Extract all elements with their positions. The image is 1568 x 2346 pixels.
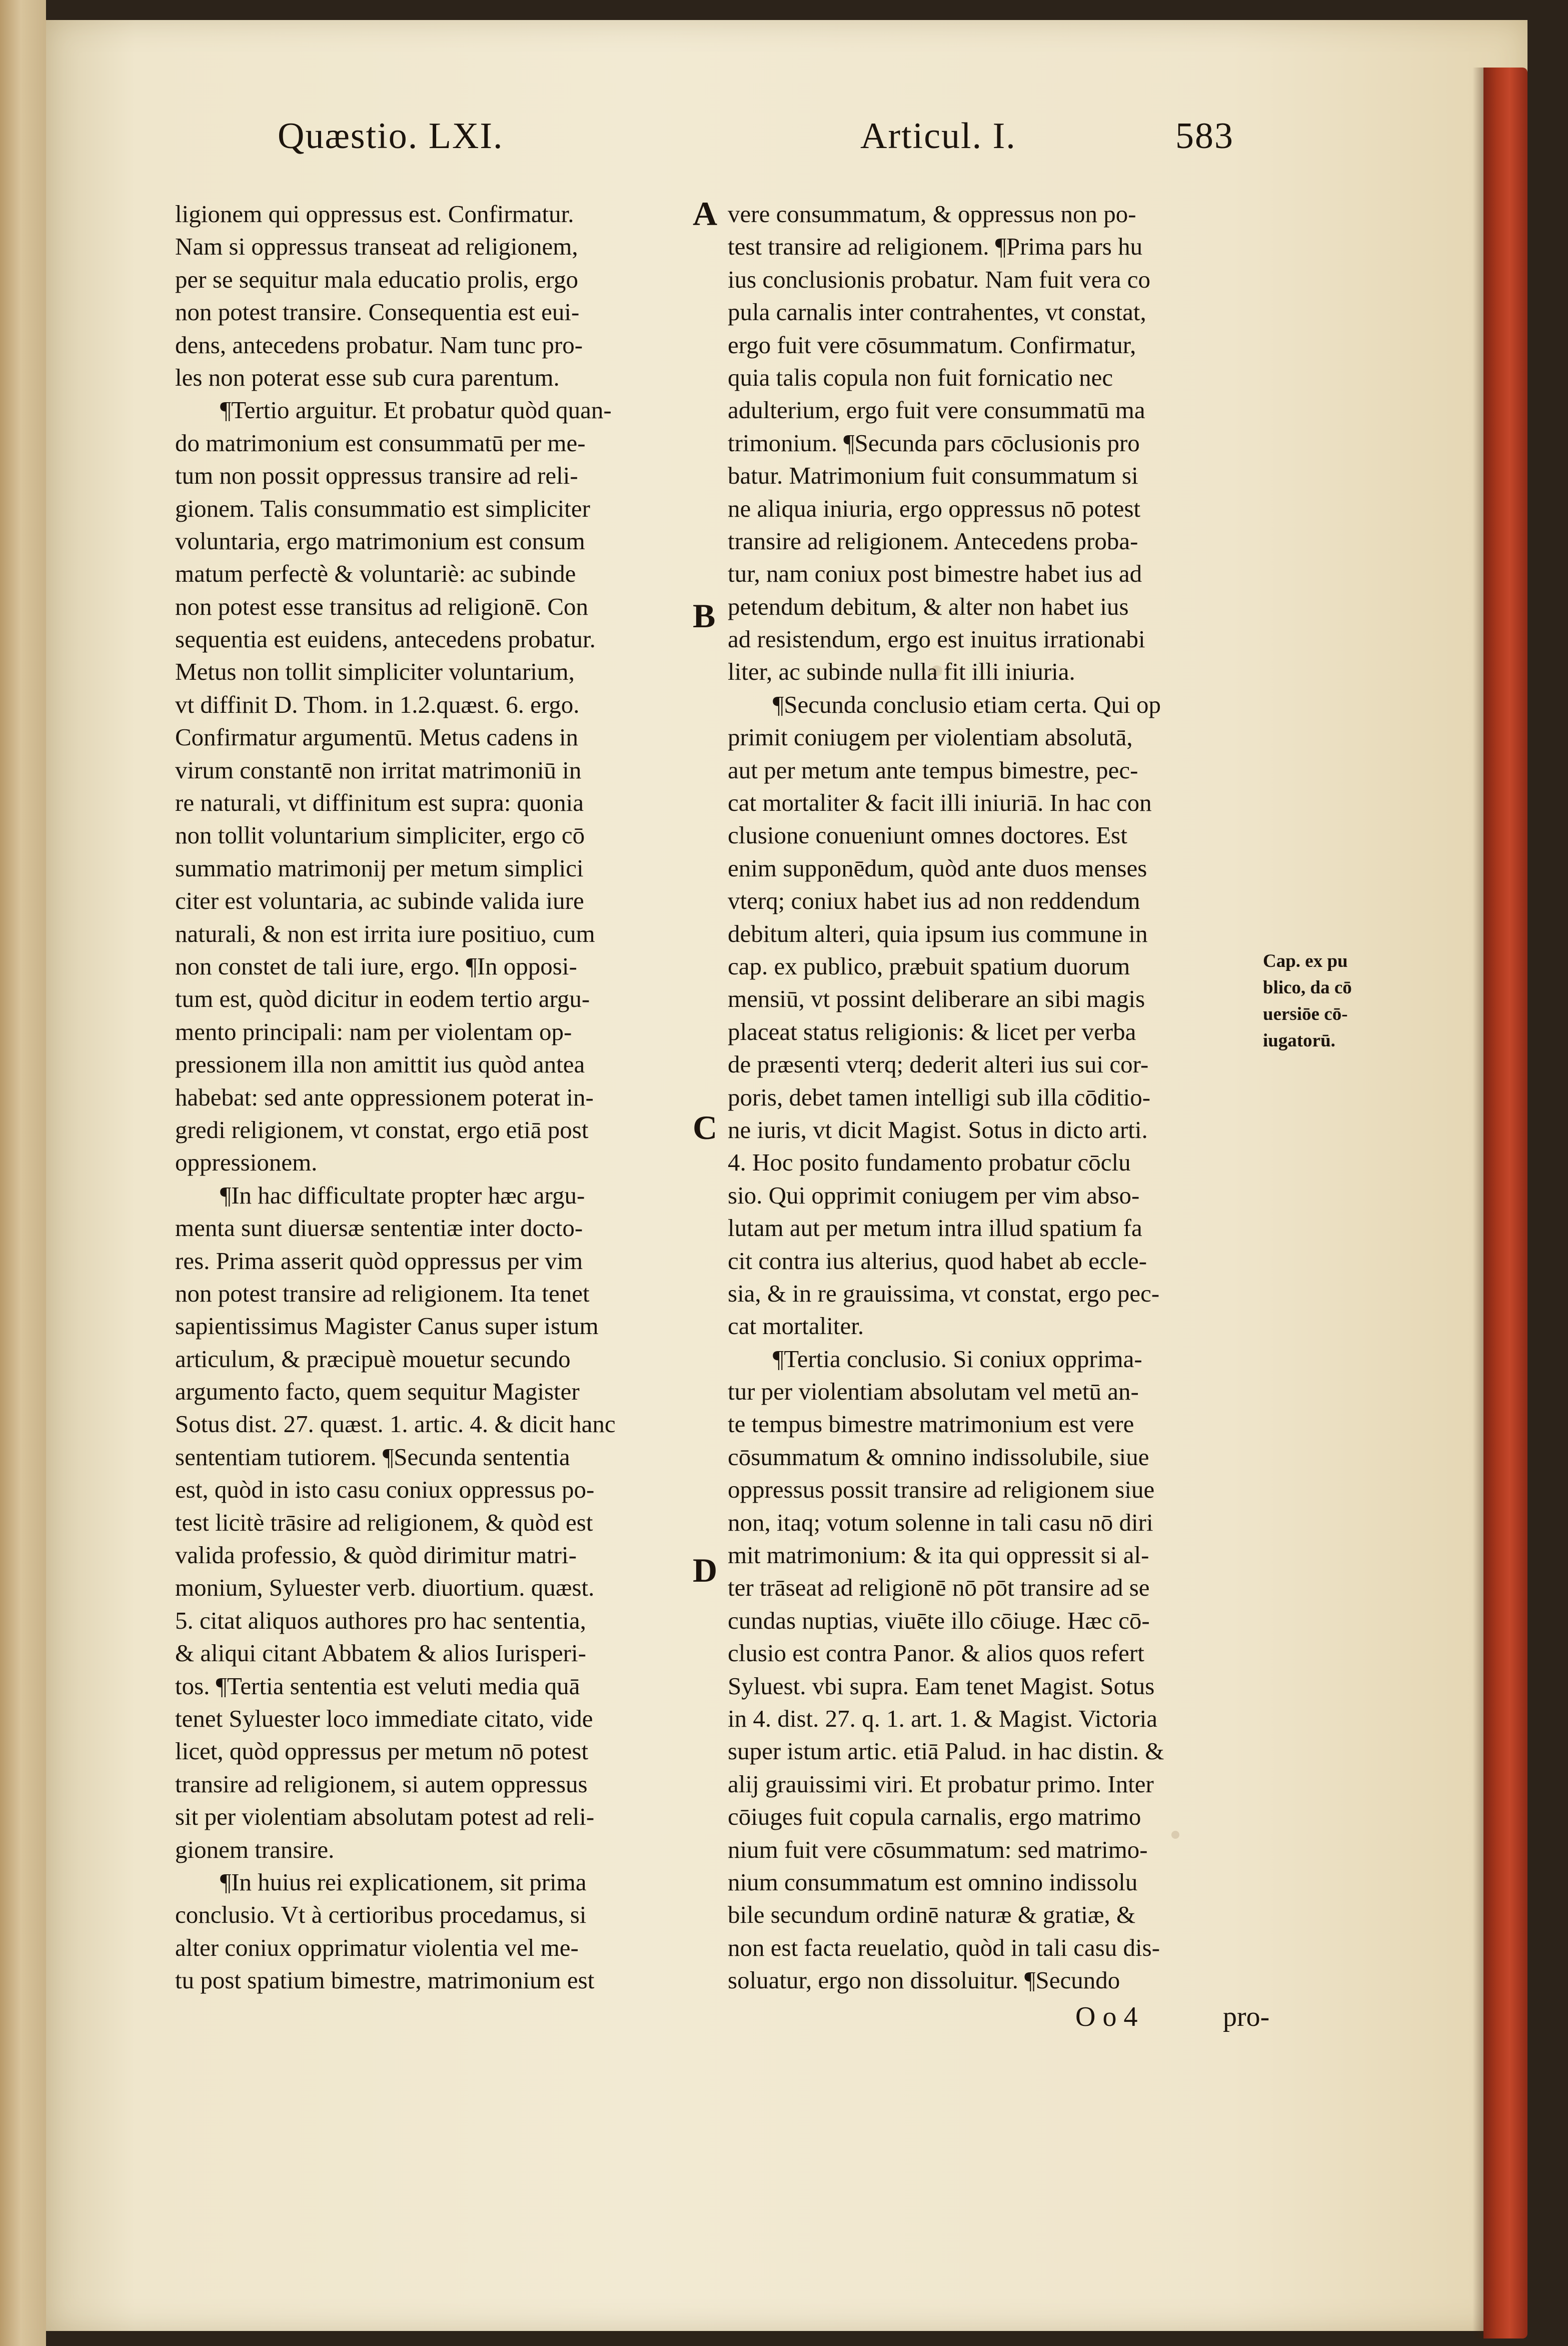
- text-line: non potest transire ad religionem. Ita tenet: [175, 1279, 590, 1307]
- text-line: virum constantē non irritat matrimoniū in: [175, 756, 582, 784]
- text-line: ius conclusionis probatur. Nam fuit vera co: [728, 265, 1151, 293]
- binding-gutter: [0, 0, 46, 2346]
- text-line: quia talis copula non fuit fornicatio nec: [728, 363, 1113, 391]
- text-line: naturali, & non est irrita iure positiuo, cum: [175, 919, 595, 947]
- text-line: 5. citat aliquos authores pro hac sententia,: [175, 1606, 586, 1634]
- text-line: transire ad religionem, si autem oppressus: [175, 1770, 588, 1798]
- text-line: petendum debitum, & alter non habet ius: [728, 592, 1129, 620]
- section-marker-b: B: [693, 597, 716, 635]
- catchword: pro-: [1223, 2001, 1270, 2032]
- text-line: ligionem qui oppressus est. Confirmatur.: [175, 200, 574, 228]
- text-line: oppressus possit transire ad religionem siue: [728, 1476, 1155, 1504]
- text-line: ¶Tertio arguitur. Et probatur quòd quan-: [220, 396, 612, 424]
- text-line: ergo fuit vere cōsummatum. Confirmatur,: [728, 331, 1136, 359]
- signature-mark: O o 4: [1075, 2001, 1138, 2032]
- text-line: adulterium, ergo fuit vere consummatū ma: [728, 396, 1145, 424]
- right-text-column: [728, 198, 1258, 1996]
- text-line: ¶Tertia conclusio. Si coniux opprima-: [773, 1345, 1142, 1373]
- text-line: tum est, quòd dicitur in eodem tertio argu-: [175, 985, 590, 1013]
- text-line: soluatur, ergo non dissoluitur. ¶Secundo: [728, 1966, 1120, 1994]
- page-number: 583: [1175, 116, 1234, 157]
- text-line: cōiuges fuit copula carnalis, ergo matrimo: [728, 1803, 1141, 1831]
- text-line: re naturali, vt diffinitum est supra: quonia: [175, 789, 584, 817]
- text-line: vere consummatum, & oppressus non po-: [728, 200, 1136, 228]
- text-line: tos. ¶Tertia sententia est veluti media quā: [175, 1672, 580, 1700]
- text-line: super istum artic. etiā Palud. in hac distin. &: [728, 1737, 1164, 1765]
- text-line: oppressionem.: [175, 1148, 318, 1177]
- text-line: sequentia est euidens, antecedens probatur.: [175, 625, 596, 653]
- page-edge-shadow: [1472, 68, 1483, 2338]
- text-line: sententiam tutiorem. ¶Secunda sententia: [175, 1443, 570, 1471]
- text-line: mento principali: nam per violentam op-: [175, 1017, 572, 1045]
- text-line: habebat: sed ante oppressionem poterat in-: [175, 1083, 594, 1111]
- marginal-note-line: uersiōe cō-: [1263, 1004, 1348, 1024]
- text-line: vt diffinit D. Thom. in 1.2.quæst. 6. ergo.: [175, 690, 580, 718]
- text-line: matum perfectè & voluntariè: ac subinde: [175, 560, 576, 588]
- text-line: Sotus dist. 27. quæst. 1. artic. 4. & dicit hanc: [175, 1410, 616, 1438]
- text-line: menta sunt diuersæ sententiæ inter docto-: [175, 1214, 583, 1242]
- text-line: Syluest. vbi supra. Eam tenet Magist. Sotus: [728, 1672, 1155, 1700]
- text-line: non constet de tali iure, ergo. ¶In opposi-: [175, 952, 577, 980]
- marginal-note-line: iugatorū.: [1263, 1030, 1335, 1051]
- text-line: Nam si oppressus transeat ad religionem,: [175, 233, 578, 261]
- text-line: lutam aut per metum intra illud spatium fa: [728, 1214, 1142, 1242]
- text-line: do matrimonium est consummatū per me-: [175, 429, 586, 457]
- text-line: cat mortaliter & facit illi iniuriā. In hac con: [728, 789, 1152, 817]
- text-line: est, quòd in isto casu coniux oppressus po-: [175, 1476, 595, 1504]
- text-line: gionem. Talis consummatio est simpliciter: [175, 494, 590, 522]
- text-line: test licitè trāsire ad religionem, & quòd est: [175, 1508, 593, 1536]
- text-line: sio. Qui opprimit coniugem per vim abso-: [728, 1181, 1140, 1209]
- text-line: tur, nam coniux post bimestre habet ius ad: [728, 560, 1142, 588]
- text-line: per se sequitur mala educatio prolis, ergo: [175, 265, 578, 293]
- text-line: articulum, & præcipuè mouetur secundo: [175, 1345, 571, 1373]
- text-line: debitum alteri, quia ipsum ius commune in: [728, 919, 1148, 947]
- text-line: non, itaq; votum solenne in tali casu nō diri: [728, 1508, 1153, 1536]
- text-line: ter trāseat ad religionē nō pōt transire ad se: [728, 1574, 1150, 1602]
- text-line: ne iuris, vt dicit Magist. Sotus in dicto arti.: [728, 1115, 1148, 1143]
- text-line: aut per metum ante tempus bimestre, pec-: [728, 756, 1138, 784]
- text-line: ne aliqua iniuria, ergo oppressus nō potest: [728, 494, 1141, 522]
- text-line: mit matrimonium: & ita qui oppressit si al-: [728, 1541, 1149, 1569]
- section-marker-d: D: [693, 1551, 718, 1589]
- text-line: 4. Hoc posito fundamento probatur cōclu: [728, 1148, 1131, 1177]
- left-text-column: [175, 198, 695, 1996]
- section-marker-c: C: [693, 1108, 718, 1146]
- text-line: alij grauissimi viri. Et probatur primo. Inter: [728, 1770, 1154, 1798]
- text-line: dens, antecedens probatur. Nam tunc pro-: [175, 331, 583, 359]
- text-line: placeat status religionis: & licet per verba: [728, 1017, 1136, 1045]
- text-line: poris, debet tamen intelligi sub illa cōditio-: [728, 1083, 1151, 1111]
- text-line: mensiū, vt possint deliberare an sibi magis: [728, 985, 1145, 1013]
- text-line: liter, ac subinde nulla fit illi iniuria.: [728, 658, 1075, 686]
- text-line: voluntaria, ergo matrimonium est consum: [175, 527, 585, 555]
- text-line: primit coniugem per violentiam absolutā,: [728, 723, 1133, 751]
- text-line: enim supponēdum, quòd ante duos menses: [728, 854, 1147, 882]
- text-line: Metus non tollit simpliciter voluntarium,: [175, 658, 575, 686]
- text-line: cap. ex publico, præbuit spatium duorum: [728, 952, 1130, 980]
- text-line: valida professio, & quòd dirimitur matri-: [175, 1541, 577, 1569]
- text-line: clusio est contra Panor. & alios quos refert: [728, 1639, 1144, 1667]
- text-line: cundas nuptias, viuēte illo cōiuge. Hæc cō-: [728, 1606, 1150, 1634]
- text-line: nium fuit vere cōsummatum: sed matrimo-: [728, 1835, 1148, 1863]
- text-line: conclusio. Vt à certioribus procedamus, si: [175, 1901, 587, 1929]
- text-line: ¶Secunda conclusio etiam certa. Qui op: [773, 690, 1161, 718]
- text-line: tu post spatium bimestre, matrimonium est: [175, 1966, 595, 1994]
- text-line: nium consummatum est omnino indissolu: [728, 1868, 1138, 1896]
- section-marker-a: A: [693, 195, 718, 233]
- text-line: de præsenti vterq; dederit alteri ius sui cor-: [728, 1050, 1149, 1078]
- text-line: in 4. dist. 27. q. 1. art. 1. & Magist. Victoria: [728, 1704, 1158, 1732]
- text-line: & aliqui citant Abbatem & alios Iurisperi-: [175, 1639, 586, 1667]
- text-line: non potest transire. Consequentia est eui-: [175, 298, 580, 326]
- text-line: Confirmatur argumentū. Metus cadens in: [175, 723, 579, 751]
- text-line: bile secundum ordinē naturæ & gratiæ, &: [728, 1901, 1136, 1929]
- marginal-note-line: Cap. ex pu: [1263, 951, 1348, 971]
- text-line: alter coniux opprimatur violentia vel me-: [175, 1933, 579, 1961]
- running-head-article: Articul. I.: [860, 116, 1016, 157]
- text-line: batur. Matrimonium fuit consummatum si: [728, 462, 1138, 490]
- text-line: sia, & in re grauissima, vt constat, ergo pec-: [728, 1279, 1160, 1307]
- text-line: sit per violentiam absolutam potest ad reli-: [175, 1803, 595, 1831]
- text-line: ¶In hac difficultate propter hæc argu-: [220, 1181, 585, 1209]
- text-line: tenet Syluester loco immediate citato, vide: [175, 1704, 593, 1732]
- text-line: cit contra ius alterius, quod habet ab eccle-: [728, 1247, 1147, 1275]
- marginal-note-line: blico, da cō: [1263, 977, 1352, 998]
- text-line: pressionem illa non amittit ius quòd antea: [175, 1050, 585, 1078]
- text-line: trimonium. ¶Secunda pars cōclusionis pro: [728, 429, 1140, 457]
- text-line: cat mortaliter.: [728, 1312, 864, 1340]
- text-line: ¶In huius rei explicationem, sit prima: [220, 1868, 587, 1896]
- text-line: licet, quòd oppressus per metum nō potest: [175, 1737, 589, 1765]
- text-line: gionem transire.: [175, 1835, 335, 1863]
- running-head-question: Quæstio. LXI.: [278, 116, 504, 157]
- text-line: cōsummatum & omnino indissolubile, siue: [728, 1443, 1149, 1471]
- text-line: vterq; coniux habet ius ad non reddendum: [728, 887, 1140, 915]
- text-line: tur per violentiam absolutam vel metū an-: [728, 1378, 1139, 1406]
- text-line: test transire ad religionem. ¶Prima pars hu: [728, 233, 1143, 261]
- text-line: clusione conueniunt omnes doctores. Est: [728, 821, 1127, 849]
- text-line: non tollit voluntarium simpliciter, ergo cō: [175, 821, 585, 849]
- text-line: gredi religionem, vt constat, ergo etiā post: [175, 1115, 589, 1143]
- red-fore-edge: [1483, 68, 1527, 2338]
- text-line: ad resistendum, ergo est inuitus irrationabi: [728, 625, 1145, 653]
- text-line: monium, Syluester verb. diuortium. quæst.: [175, 1574, 595, 1602]
- text-line: sapientissimus Magister Canus super istum: [175, 1312, 599, 1340]
- text-line: pula carnalis inter contrahentes, vt constat,: [728, 298, 1146, 326]
- text-line: citer est voluntaria, ac subinde valida iure: [175, 887, 584, 915]
- text-line: non est facta reuelatio, quòd in tali casu dis-: [728, 1933, 1160, 1961]
- text-line: transire ad religionem. Antecedens proba-: [728, 527, 1138, 555]
- text-line: argumento facto, quem sequitur Magister: [175, 1378, 580, 1406]
- text-line: les non poterat esse sub cura parentum.: [175, 363, 560, 391]
- text-line: res. Prima asserit quòd oppressus per vim: [175, 1247, 583, 1275]
- text-line: summatio matrimonij per metum simplici: [175, 854, 584, 882]
- text-line: te tempus bimestre matrimonium est vere: [728, 1410, 1134, 1438]
- marginal-note: [1263, 948, 1352, 1054]
- text-line: non potest esse transitus ad religionē. Con: [175, 592, 589, 620]
- text-line: tum non possit oppressus transire ad reli-: [175, 462, 578, 490]
